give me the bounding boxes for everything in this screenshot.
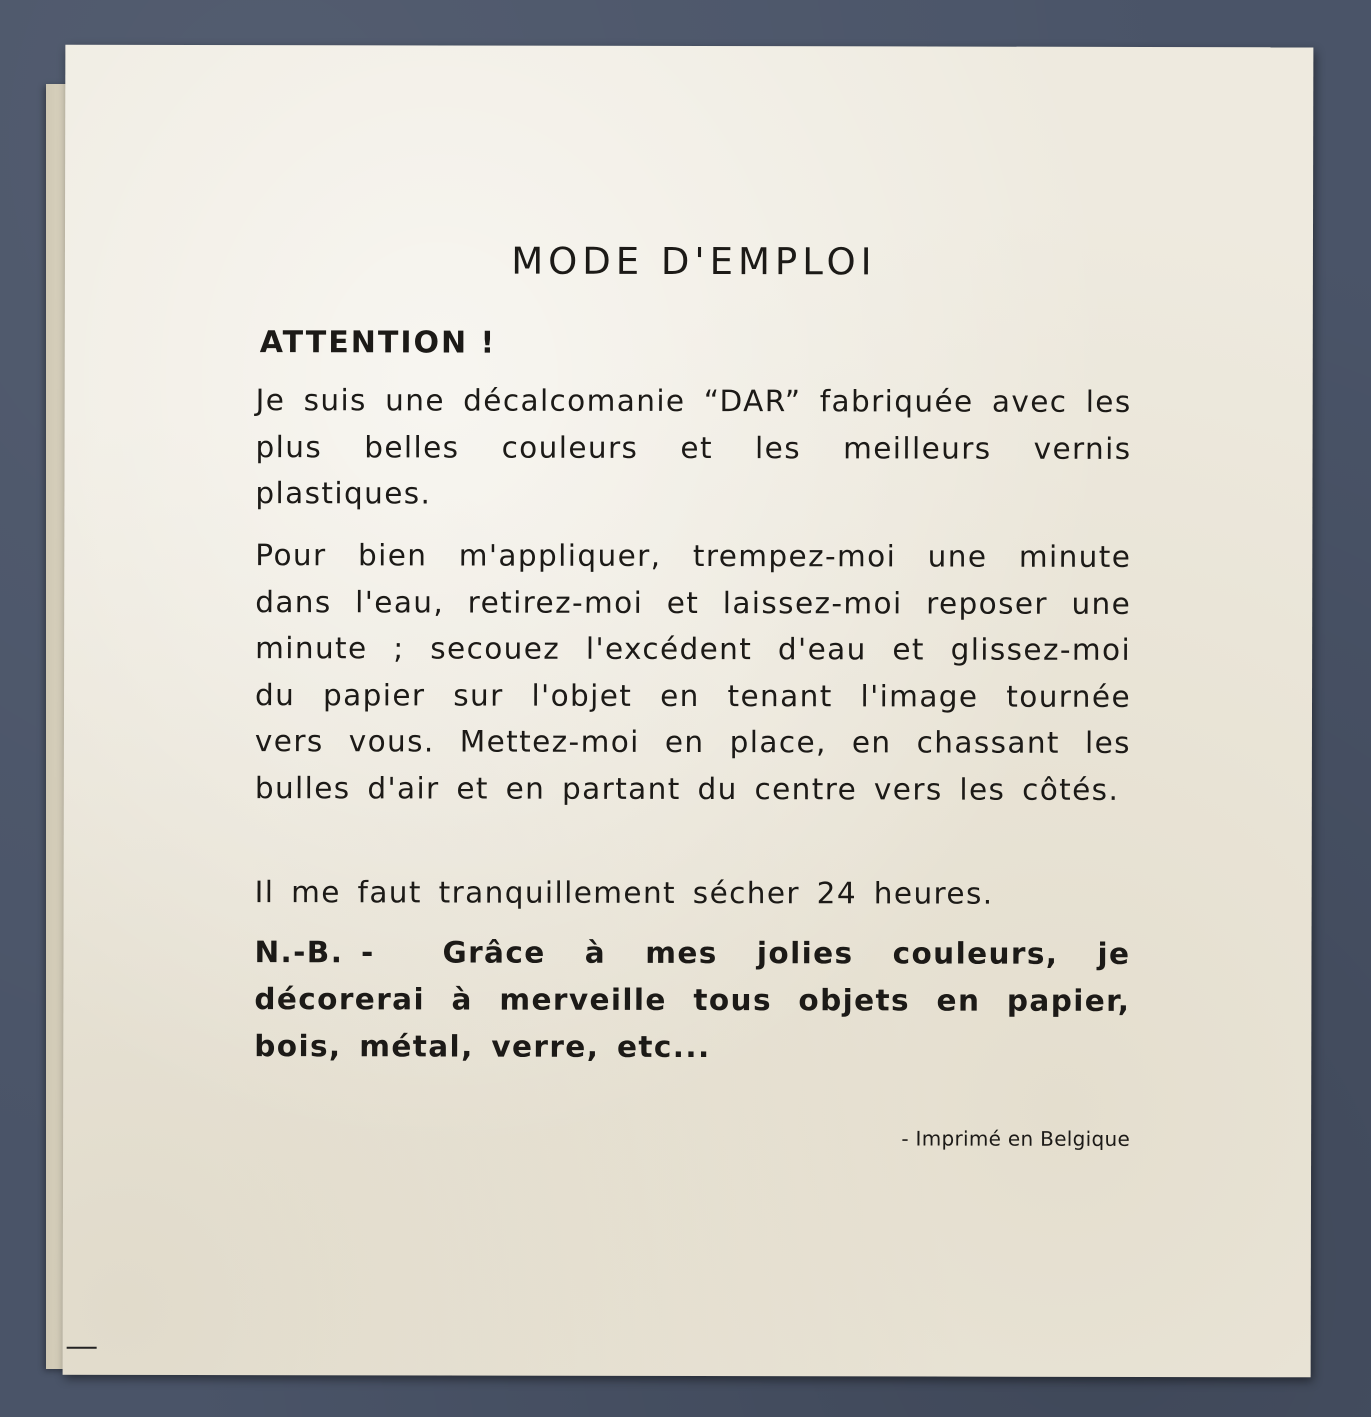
imprint-note: - Imprimé en Belgique [901,1126,1131,1151]
page-title: MODE D'EMPLOI [511,239,877,284]
text-block [254,45,1132,1151]
nota-bene-text: Grâce à mes jolies couleurs, je décorerai à merveille tous objets en papier, bois, métal, verre, etc... [254,935,1131,1065]
corner-mark [67,1347,97,1349]
nota-bene-label: N.-B. - [254,935,375,970]
paragraph-intro: Je suis une décalcomanie “DAR” fabriquée avec les plus belles couleurs et les meilleurs vernis plastiques. [255,383,1132,511]
paragraph-drying: Il me faut tranquillement sécher 24 heures. [254,875,994,911]
instruction-sheet [63,45,1314,1378]
nota-bene [254,929,1130,1072]
attention-heading: ATTENTION ! [259,325,497,361]
paragraph-instructions: Pour bien m'appliquer, trempez-moi une minute dans l'eau, retirez-moi et laissez-moi reposer une minute ; secouez l'excédent d'eau et glissez-moi du papier sur l'objet en tenant l'image tournée vers vous. Mettez-moi en place, en chassant les bulles d'air et en partant du centre vers les côtés. [254,538,1132,807]
